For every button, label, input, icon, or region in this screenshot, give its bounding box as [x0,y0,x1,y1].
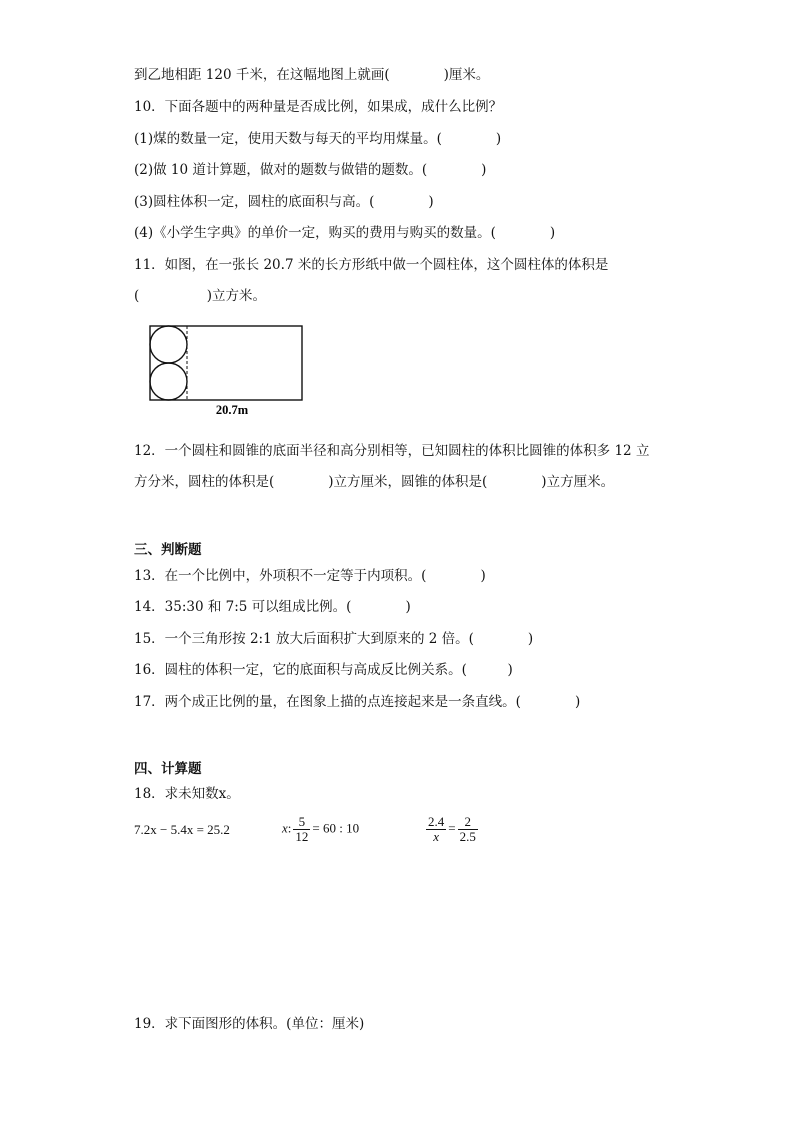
q15: 15．一个三角形按 2:1 放大后面积扩大到原来的 2 倍。( ) [134,631,534,647]
rectangle-paper-figure [148,324,308,424]
equation-2 [282,815,359,844]
q10-stem: 10．下面各题中的两种量是否成比例，如果成，成什么比例？ [134,99,503,115]
eq3-left-denominator: x [433,829,440,844]
q16: 16．圆柱的体积一定，它的底面积与高成反比例关系。( ) [134,662,513,678]
q19-stem: 19．求下面图形的体积。(单位：厘米) [134,1016,365,1032]
eq3-fraction-left [426,815,446,844]
q17: 17．两个成正比例的量，在图象上描的点连接起来是一条直线。( ) [134,694,581,710]
eq2-x: x [282,820,288,836]
eq3-fraction-right [458,815,478,844]
q10-item-3: (3)圆柱体积一定，圆柱的底面积与高。( ) [134,194,434,210]
eq2-colon: : [287,820,292,836]
bottom-circle [150,363,187,400]
eq3-left-numerator: 2.4 [428,814,445,829]
q14: 14．35:30 和 7:5 可以组成比例。( ) [134,599,411,615]
eq3-right-denominator: 2.5 [459,829,476,844]
eq2-denominator: 12 [295,829,309,844]
q10-item-1: (1)煤的数量一定，使用天数与每天的平均用煤量。( ) [134,131,502,147]
section-3-heading: 三、判断题 [134,542,202,558]
eq3-equals: = [448,820,456,836]
eq3-right-numerator: 2 [458,815,478,830]
eq2-numerator: 5 [293,815,310,830]
q18-stem: 18．求未知数x。 [134,786,240,802]
top-circle [150,326,187,363]
q12-stem: 12．一个圆柱和圆锥的底面半径和高分别相等，已知圆柱的体积比圆锥的体积多 12 立 [134,443,650,459]
equation-3 [424,815,480,844]
q12-continuation: 方分米，圆柱的体积是( )立方厘米，圆锥的体积是( )立方厘米。 [134,474,615,490]
equation-1: 7.2x − 5.4x = 25.2 [134,822,230,837]
q10-item-2: (2)做 10 道计算题，做对的题数与做错的题数。( ) [134,162,487,178]
q9-continuation: 到乙地相距 120 千米，在这幅地图上就画( )厘米。 [134,67,490,83]
q11-stem: 11．如图，在一张长 20.7 米的长方形纸中做一个圆柱体，这个圆柱体的体积是 [134,257,609,273]
eq2-fraction [293,815,310,844]
eq2-rhs: = 60 : 10 [312,820,360,836]
q13: 13．在一个比例中，外项积不一定等于内项积。( ) [134,568,486,584]
section-4-heading: 四、计算题 [134,761,202,777]
length-label: 20.7m [215,403,249,417]
q11-answer-line: ( )立方米。 [134,288,267,304]
q10-item-4: (4)《小学生字典》的单价一定，购买的费用与购买的数量。( ) [134,225,556,241]
